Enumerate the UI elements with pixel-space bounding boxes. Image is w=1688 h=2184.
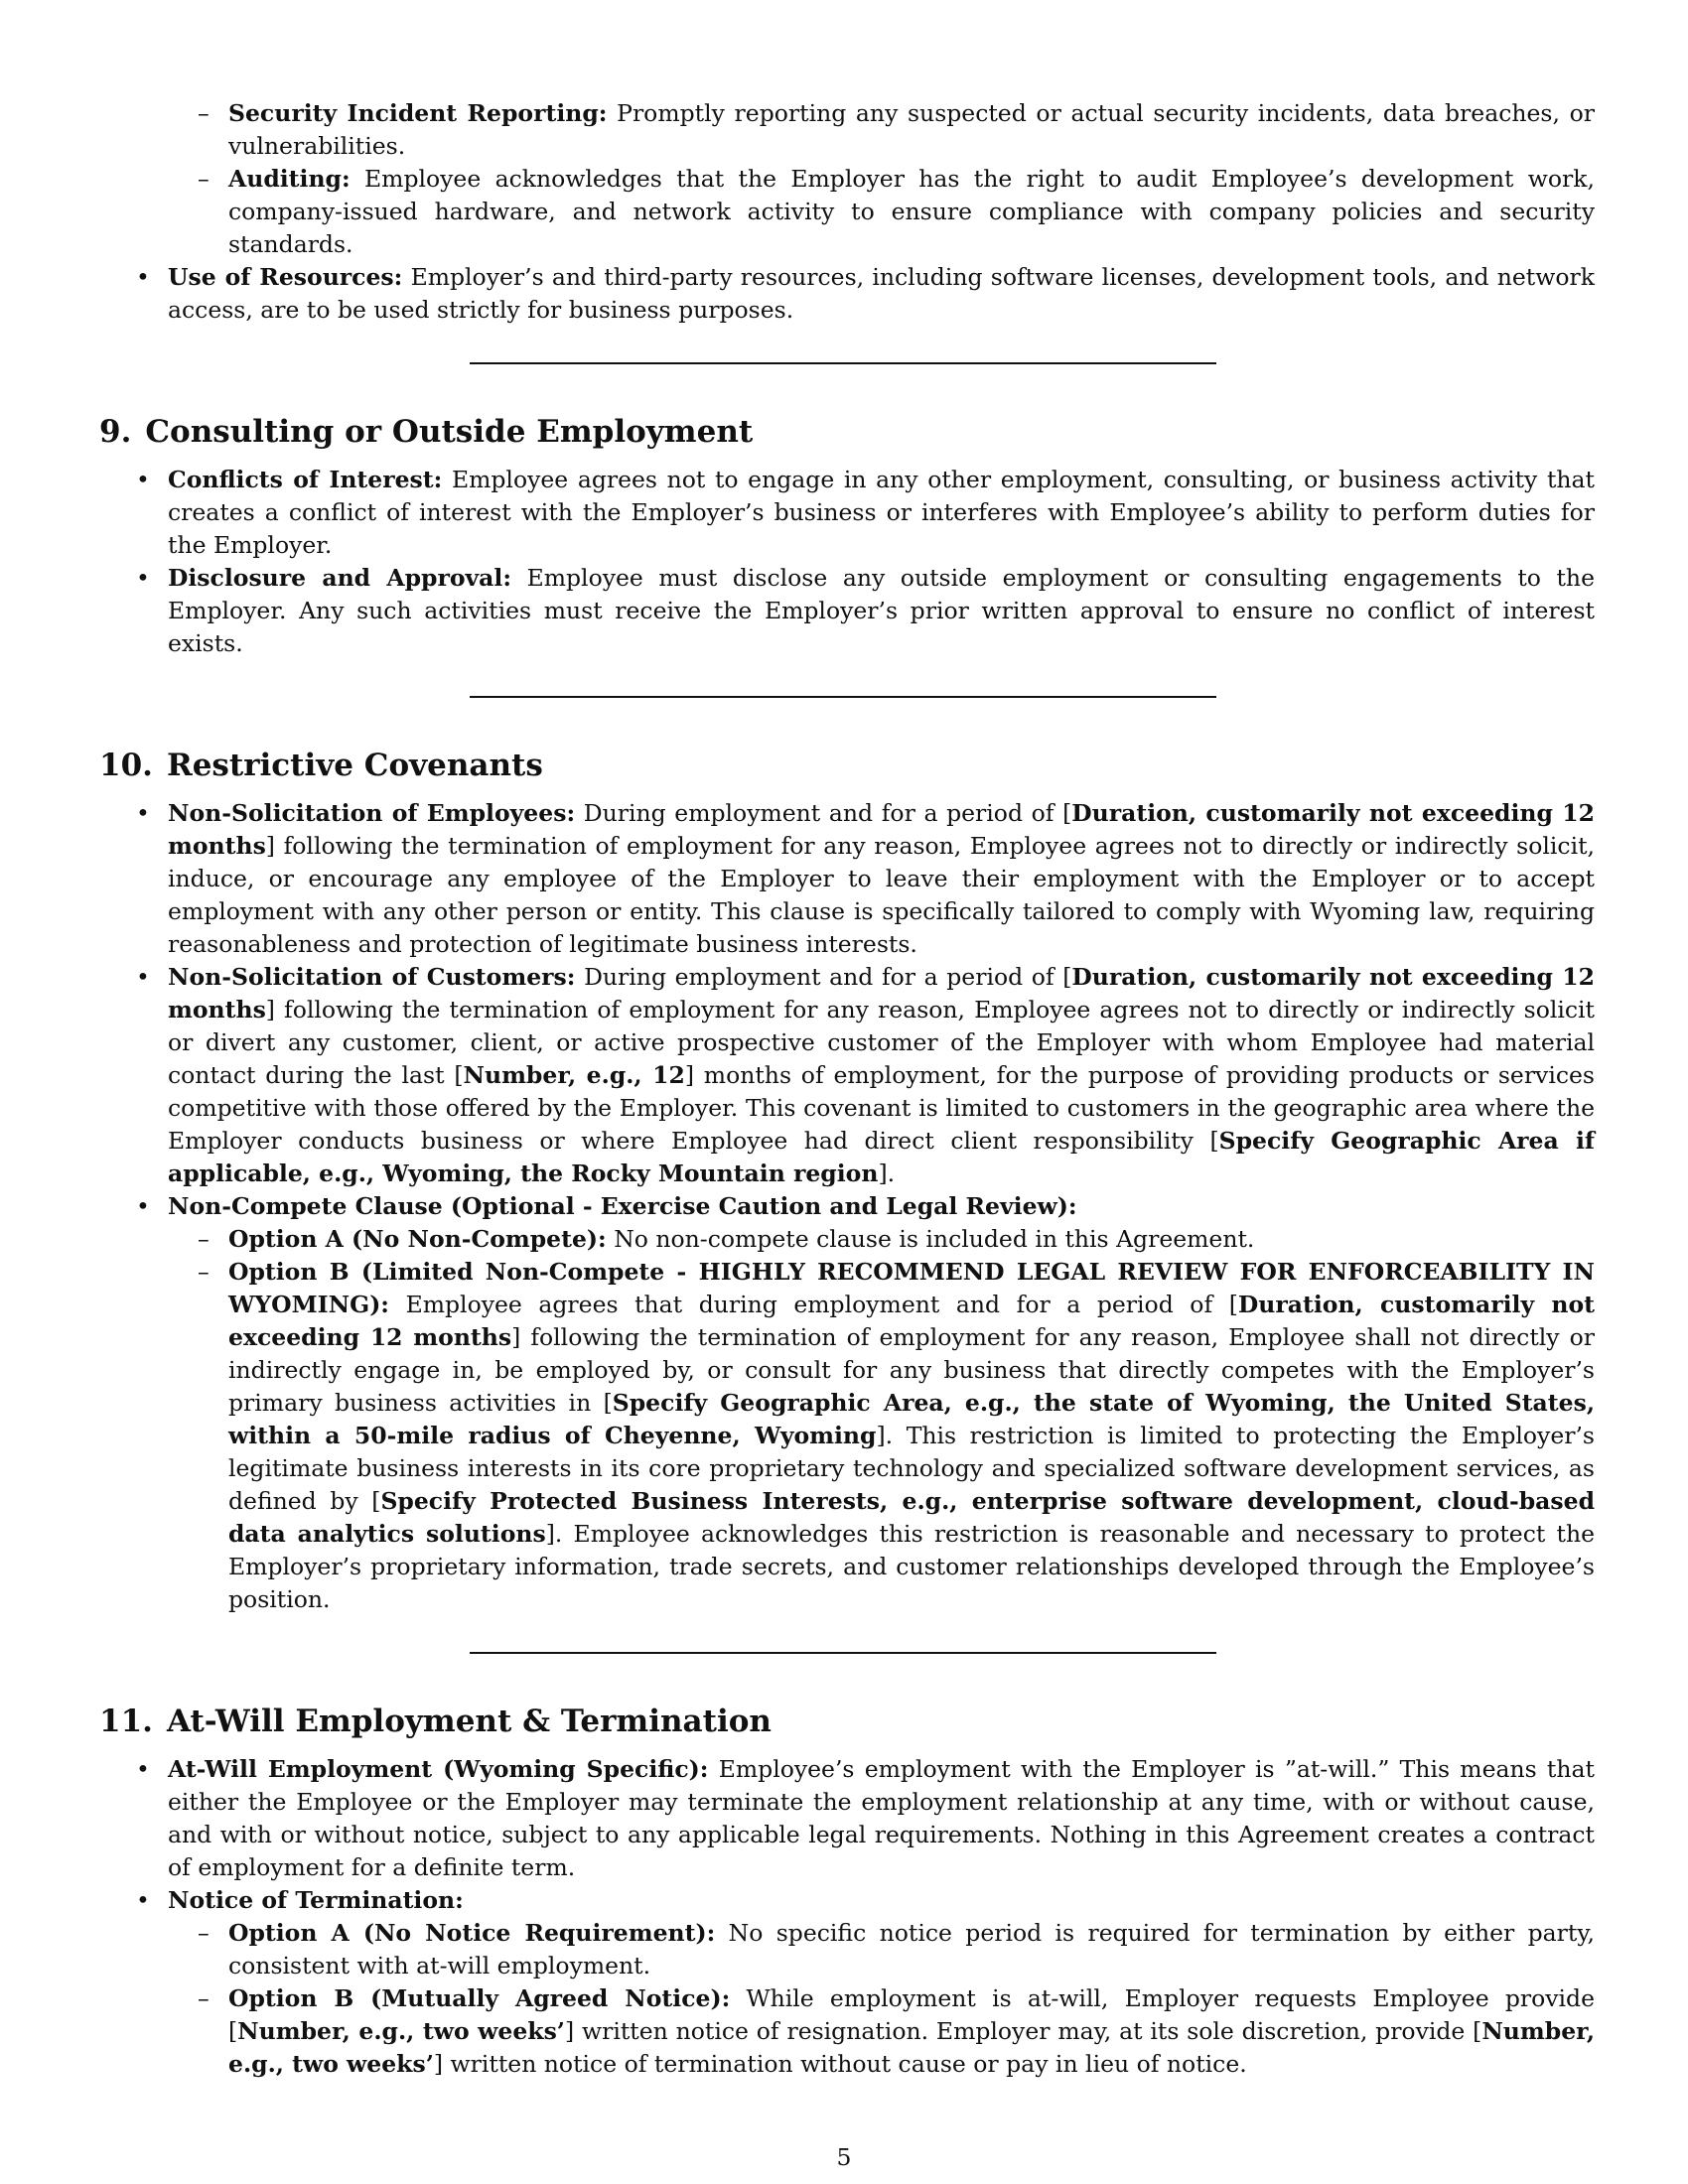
item-text: Employee agrees not to engage in any other employment, consulting, or business activity that creates a conflict of interest with the Employer’s business or interferes with Employee’s ability to perform duties for the Employer. xyxy=(168,466,1595,559)
item-text: ]. This restriction is limited to protecting the Employer’s legitimate business interests in its core proprietary technology and specialized software development services, as defined by [ xyxy=(228,1422,1595,1515)
item-text: No non-compete clause is included in this Agreement. xyxy=(614,1225,1255,1253)
item-text: ] following the termination of employment for any reason, Employee agrees not to directly or indirectly solicit, induce, or encourage any employee of the Employer to leave their employment with the Employer or to accept employment with any other person or entity. This clause is specifically tailored to comply with Wyoming law, requiring reasonableness and protection of legitimate business interests. xyxy=(168,832,1595,958)
item-label: Auditing: xyxy=(228,165,351,193)
item-text: Employee’s employment with the Employer is ”at-will.” This means that either the Employee or the Employer may terminate the employment relationship at any time, with or without cause, and with or without notice, subject to any applicable legal requirements. Nothing in this Agreement creates a contract of employment for a definite term. xyxy=(168,1755,1595,1881)
item-label: Use of Resources: xyxy=(168,263,403,291)
item-text: ] months of employment, for the purpose of providing products or services competitive with those offered by the Employer. This covenant is limited to customers in the geographic area where the Employer conducts business or where Employee had direct client responsibility [ xyxy=(168,1061,1595,1155)
placeholder-text: Number, e.g., two weeks’ xyxy=(228,2017,1595,2078)
section-heading-11 xyxy=(99,1702,1595,1741)
item-label: Option A (No Notice Requirement): xyxy=(228,1919,716,1947)
item-text: Promptly reporting any suspected or actual security incidents, data breaches, or vulnerabilities. xyxy=(228,99,1595,160)
section-divider xyxy=(470,362,1216,364)
item-text: ]. xyxy=(878,1160,896,1187)
item-label: Option B (Limited Non-Compete - HIGHLY RECOMMEND LEGAL REVIEW FOR ENFORCEABILITY IN WYOMING): xyxy=(228,1258,1595,1318)
section-divider xyxy=(470,696,1216,698)
item-label: Option A (No Non-Compete): xyxy=(228,1225,607,1253)
resources-list xyxy=(99,261,1595,327)
placeholder-text: Duration, customarily not exceeding 12 months xyxy=(168,799,1595,860)
page-number: 5 xyxy=(836,2143,852,2171)
item-text: Employee acknowledges that the Employer has the right to audit Employee’s development work, company-issued hardware, and network activity to ensure compliance with company policies and security standards. xyxy=(228,165,1595,258)
list-item xyxy=(168,163,1595,261)
item-label: Non-Solicitation of Customers: xyxy=(168,963,576,991)
item-text: ] following the termination of employment for any reason, Employee shall not directly or indirectly engage in, be employed by, or consult for any business that directly competes with the Employer’s primary business activities in [ xyxy=(228,1323,1595,1417)
list-item xyxy=(99,464,1595,562)
non-compete-options xyxy=(99,1223,1595,1616)
item-label: Option B (Mutually Agreed Notice): xyxy=(228,1984,731,2012)
section-9-list xyxy=(99,464,1595,660)
item-label: At-Will Employment (Wyoming Specific): xyxy=(168,1755,709,1783)
item-label: Non-Solicitation of Employees: xyxy=(168,799,576,827)
section-divider xyxy=(470,1652,1216,1654)
item-label: Security Incident Reporting: xyxy=(228,99,608,127)
list-item xyxy=(168,1256,1595,1616)
section-heading-10 xyxy=(99,746,1595,785)
section-number: 10. xyxy=(99,748,153,783)
list-item xyxy=(99,261,1595,327)
item-text: ] written notice of termination without cause or pay in lieu of notice. xyxy=(433,2050,1247,2078)
item-label: Non-Compete Clause (Optional - Exercise Caution and Legal Review): xyxy=(168,1192,1077,1220)
list-item xyxy=(99,1190,1595,1616)
item-label: Conflicts of Interest: xyxy=(168,466,443,493)
item-label: Notice of Termination: xyxy=(168,1886,464,1914)
section-number: 9. xyxy=(99,414,132,450)
item-text: ]. Employee acknowledges this restriction is reasonable and necessary to protect the Employer’s proprietary information, trade secrets, and customer relationships developed through the Employee’s position. xyxy=(228,1520,1595,1613)
list-item xyxy=(99,1884,1595,2081)
list-item xyxy=(168,97,1595,163)
section-heading-9 xyxy=(99,412,1595,452)
item-text: During employment and for a period of [ xyxy=(584,963,1072,991)
item-text: No specific notice period is required for termination by either party, consistent with at-will employment. xyxy=(228,1919,1595,1979)
list-item xyxy=(99,1753,1595,1884)
placeholder-text: Specify Protected Business Interests, e.g., enterprise software development, cloud-based data analytics solutions xyxy=(228,1487,1596,1548)
notice-options xyxy=(99,1917,1595,2081)
item-text: During employment and for a period of [ xyxy=(583,799,1072,827)
section-11-list xyxy=(99,1753,1595,2081)
list-item xyxy=(99,562,1595,660)
item-text: ] following the termination of employment for any reason, Employee agrees not to directly or indirectly solicit or divert any customer, client, or active prospective customer of the Employer with whom Employee had material contact during the last [ xyxy=(168,996,1595,1089)
item-text: ] written notice of resignation. Employer may, at its sole discretion, provide [ xyxy=(565,2017,1482,2045)
list-item xyxy=(99,961,1595,1190)
item-text: Employee agrees that during employment and for a period of [ xyxy=(405,1291,1238,1318)
item-text: Employer’s and third-party resources, including software licenses, development tools, and network access, are to be used strictly for business purposes. xyxy=(168,263,1595,324)
section-10-list xyxy=(99,797,1595,1616)
placeholder-text: Specify Geographic Area, e.g., the state of Wyoming, the United States, within a 50-mile radius of Cheyenne, Wyoming xyxy=(228,1389,1595,1449)
list-item xyxy=(168,1917,1595,1982)
section-number: 11. xyxy=(99,1704,153,1739)
item-label: Disclosure and Approval: xyxy=(168,564,512,592)
security-sublist xyxy=(99,97,1595,261)
item-text: Employee must disclose any outside employment or consulting engagements to the Employer. Any such activities must receive the Employer’s prior written approval to ensure no conflict of interest exists. xyxy=(168,564,1595,657)
placeholder-text: Duration, customarily not exceeding 12 months xyxy=(228,1291,1595,1351)
list-item xyxy=(168,1223,1595,1256)
document-body xyxy=(99,97,1595,2081)
list-item xyxy=(99,797,1595,961)
section-title: Consulting or Outside Employment xyxy=(145,414,754,450)
section-title: At-Will Employment & Termination xyxy=(166,1704,772,1739)
section-title: Restrictive Covenants xyxy=(166,748,543,783)
placeholder-text: Specify Geographic Area if applicable, e.g., Wyoming, the Rocky Mountain region xyxy=(168,1127,1596,1187)
placeholder-text: Duration, customarily not exceeding 12 months xyxy=(168,963,1596,1024)
placeholder-text: Number, e.g., 12 xyxy=(463,1061,685,1089)
list-item xyxy=(168,1982,1595,2081)
item-text: While employment is at-will, Employer requests Employee provide [ xyxy=(228,1984,1595,2045)
placeholder-text: Number, e.g., two weeks’ xyxy=(237,2017,565,2045)
